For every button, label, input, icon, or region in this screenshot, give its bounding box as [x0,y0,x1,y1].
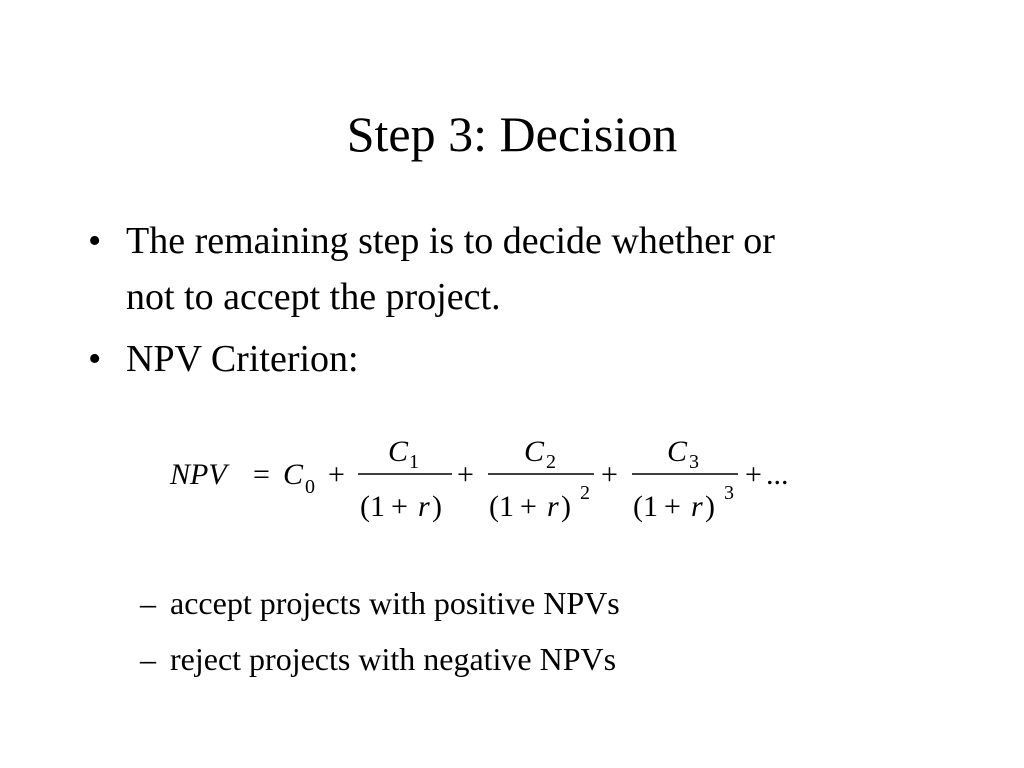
bullet-marker: • [88,338,102,380]
npv-formula [160,425,820,525]
term-3-exponent: 3 [724,482,734,504]
term-2-denominator-r: r [547,490,559,523]
term-3-denominator-plus: + [664,490,681,523]
sub-bullet-text: accept projects with positive NPVs [170,585,620,621]
formula-plus-1: + [328,458,345,491]
npv-formula-graphic [160,425,820,525]
term-2-denominator-plus: + [520,490,537,523]
sub-bullet-marker: – [140,641,156,677]
sub-bullet-marker: – [140,585,156,621]
term-3-denominator-close: ) [705,490,715,523]
formula-lhs: NPV [170,458,227,491]
bullet-marker: • [88,220,102,262]
term-2-exponent: 2 [580,482,590,504]
formula-c0: C [283,458,304,491]
term-1-denominator-plus: + [391,490,408,523]
bullet-text: NPV Criterion: [126,338,359,380]
sub-bullet-text: reject projects with negative NPVs [170,641,617,677]
term-1-denominator-open: (1 [360,490,385,523]
term-1-numerator: C [388,435,409,468]
bullet-text-line-1: The remaining step is to decide whether or [126,220,775,262]
term-2-denominator-close: ) [561,490,571,523]
term-3-numerator-subscript: 3 [689,451,699,473]
formula-ellipsis: ... [766,458,789,491]
term-2-numerator-subscript: 2 [546,451,556,473]
term-3-denominator-r: r [691,490,703,523]
slide-title: Step 3: Decision [346,106,678,162]
term-1-denominator-r: r [418,490,430,523]
formula-plus-2: + [457,458,474,491]
term-1-denominator-close: ) [432,490,442,523]
formula-plus-3: + [601,458,618,491]
bullet-text [126,213,946,325]
bullet-text-line-2: not to accept the project. [126,276,501,318]
formula-equals: = [253,458,270,491]
formula-c0-subscript: 0 [305,476,315,498]
term-3-numerator: C [667,435,688,468]
term-2-numerator: C [524,435,545,468]
term-1-numerator-subscript: 1 [409,451,419,473]
term-3-denominator-open: (1 [633,490,658,523]
formula-plus-4: + [745,458,762,491]
term-2-denominator-open: (1 [489,490,514,523]
